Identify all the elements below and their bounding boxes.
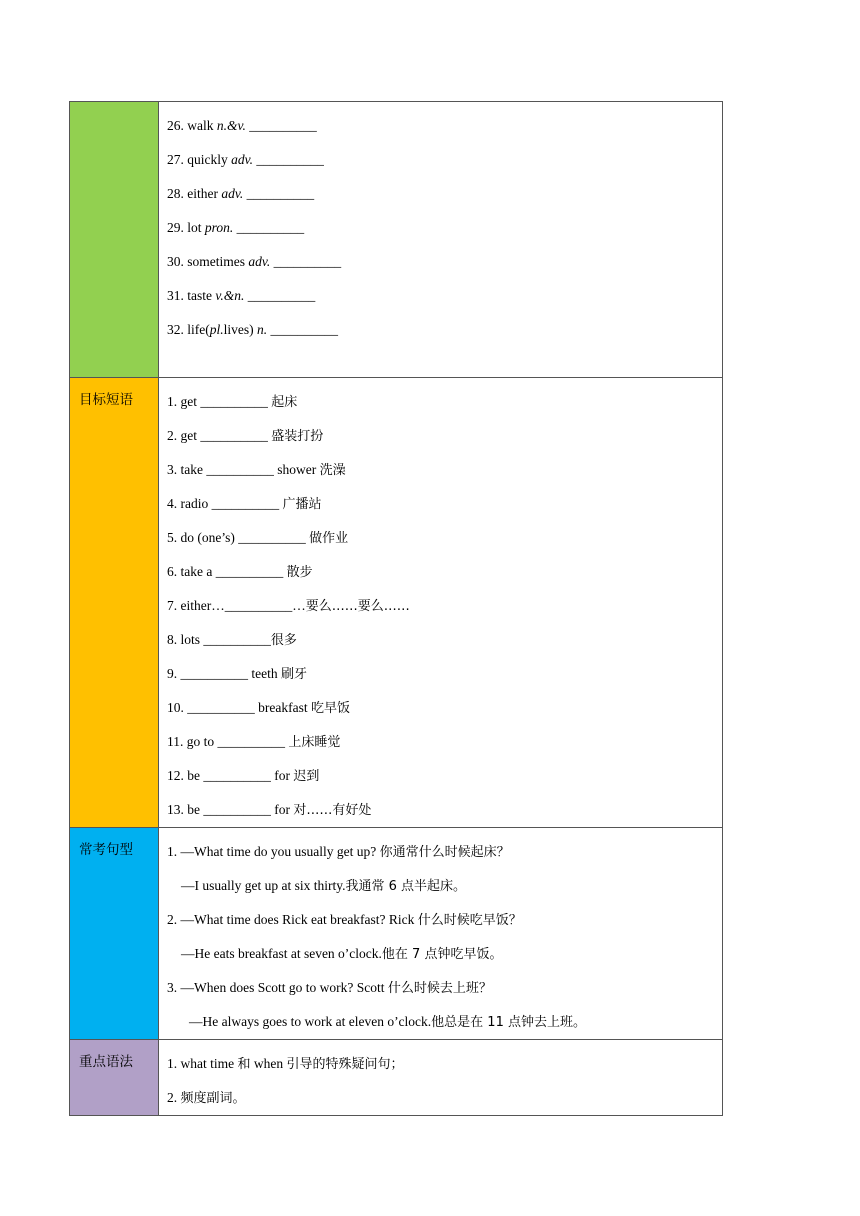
phrase-item: 2. get __________ 盛装打扮 [167, 428, 324, 444]
phrase-item: 7. either…__________…要么……要么…… [167, 598, 410, 614]
sentences-label-cell [70, 828, 159, 1040]
grammar-content [159, 1040, 723, 1116]
phrase-item: 10. __________ breakfast 吃早饭 [167, 700, 350, 716]
vocab-content [159, 102, 723, 378]
phrases-label-cell [70, 378, 159, 828]
phrase-item: 11. go to __________ 上床睡觉 [167, 734, 341, 750]
phrase-item: 9. __________ teeth 刷牙 [167, 666, 308, 682]
vocab-item: 31. taste v.&n. __________ [167, 288, 316, 303]
sentence-item: 1. —What time do you usually get up? 你通常什么时候起床？ [167, 844, 510, 860]
vocab-item: 30. sometimes adv. __________ [167, 254, 342, 269]
vocab-label-cell [70, 102, 159, 378]
grammar-row [70, 1040, 723, 1116]
vocab-item: 32. life(pl.lives) n. __________ [167, 322, 339, 337]
sentence-item: —I usually get up at six thirty.我通常 6 点半起床。 [181, 878, 467, 894]
vocab-item: 27. quickly adv. __________ [167, 152, 324, 167]
sentence-item: 3. —When does Scott go to work? Scott 什么时候去上班？ [167, 980, 492, 996]
sentences-content [159, 828, 723, 1040]
vocab-row [70, 102, 723, 378]
phrase-item: 5. do (one’s) __________ 做作业 [167, 530, 349, 546]
phrase-item: 6. take a __________ 散步 [167, 564, 313, 580]
sentences-row [70, 828, 723, 1040]
vocab-item: 26. walk n.&v. __________ [167, 118, 317, 133]
vocab-item: 28. either adv. __________ [167, 186, 315, 201]
grammar-label: 重点语法 [79, 1054, 133, 1070]
grammar-item: 2. 频度副词。 [167, 1090, 246, 1106]
sentences-label: 常考句型 [79, 842, 133, 858]
phrases-row [70, 378, 723, 828]
grammar-label-cell [70, 1040, 159, 1116]
vocab-item: 29. lot pron. __________ [167, 220, 305, 235]
sentence-item: —He always goes to work at eleven o’clock.他总是在 11 点钟去上班。 [189, 1014, 586, 1030]
phrase-item: 13. be __________ for 对……有好处 [167, 802, 372, 818]
phrase-item: 4. radio __________ 广播站 [167, 496, 322, 512]
phrase-item: 12. be __________ for 迟到 [167, 768, 320, 784]
phrases-label: 目标短语 [79, 392, 133, 408]
phrase-item: 3. take __________ shower 洗澡 [167, 462, 346, 478]
sentence-item: —He eats breakfast at seven o’clock.他在 7 点钟吃早饭。 [181, 946, 503, 962]
sentence-item: 2. —What time does Rick eat breakfast? Rick 什么时候吃早饭？ [167, 912, 522, 928]
phrases-content [159, 378, 723, 828]
study-table [69, 101, 723, 1116]
grammar-item: 1. what time 和 when 引导的特殊疑问句； [167, 1056, 404, 1072]
phrase-item: 8. lots __________很多 [167, 632, 297, 648]
phrase-item: 1. get __________ 起床 [167, 394, 298, 410]
